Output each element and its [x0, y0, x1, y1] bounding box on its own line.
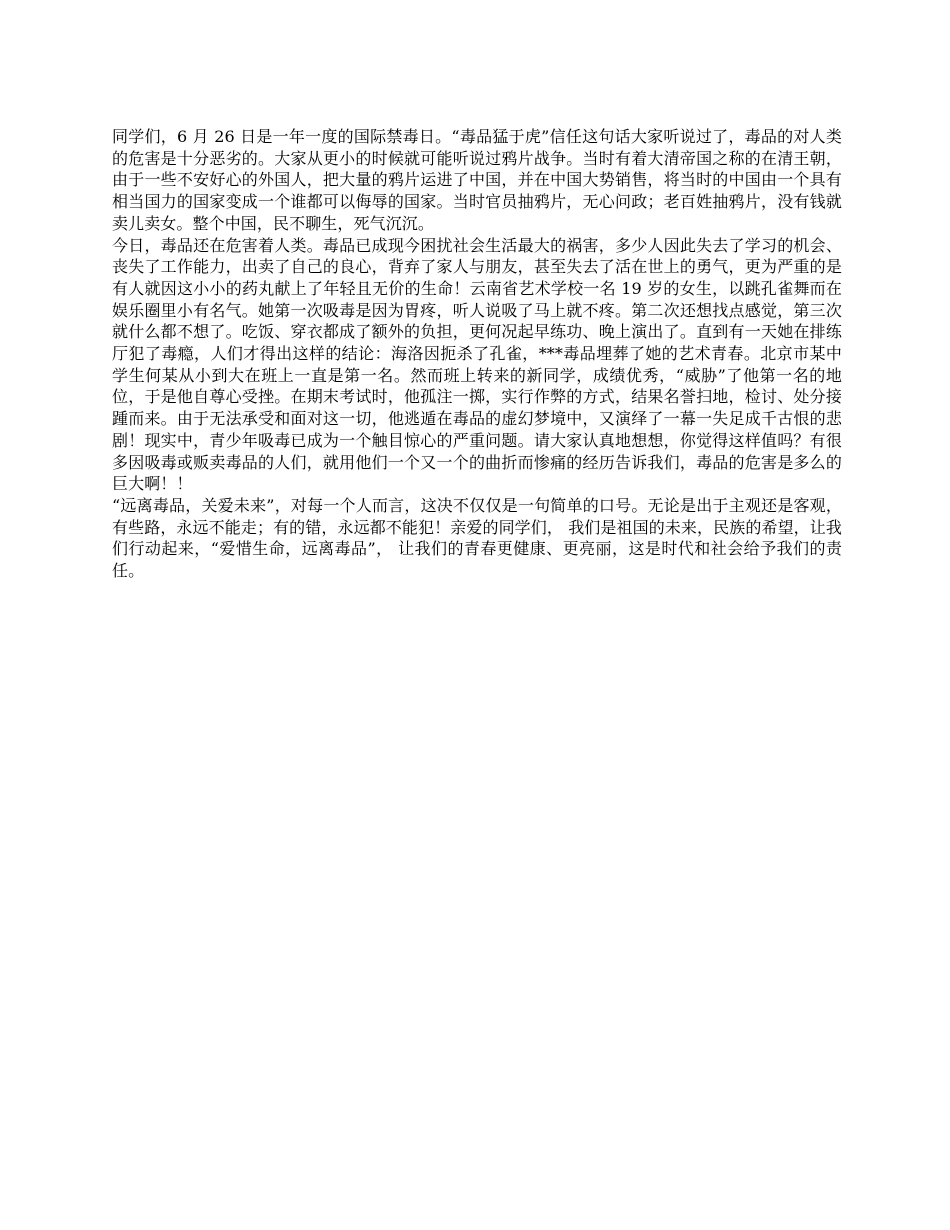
paragraph-drug-harm-cases: 今日，毒品还在危害着人类。毒品已成现今困扰社会生活最大的祸害，多少人因此失去了学习的机会、丧失了工作能力，出卖了自己的良心，背弃了家人与朋友，甚至失去了活在世上的勇气，更为严重的是有人就因这小小的药丸献上了年轻且无价的生命！云南省艺术学校一名 19 岁的女生，以跳孔雀舞而在娱乐圈里小有名气。她第一次吸毒是因为胃疼，听人说吸了马上就不疼。第二次还想找点感觉，第三次就什么都不想了。吃饭、穿衣都成了额外的负担，更何况起早练功、晚上演出了。直到有一天她在排练厅犯了毒瘾，人们才得出这样的结论：海洛因扼杀了孔雀，***毒品埋葬了她的艺术青春。北京市某中学生何某从小到大在班上一直是第一名。然而班上转来的新同学，成绩优秀，“威胁”了他第一名的地位，于是他自尊心受挫。在期末考试时，他孤注一掷，实行作弊的方式，结果名誉扫地，检讨、处分接踵而来。由于无法承受和面对这一切，他逃遁在毒品的虚幻梦境中，又演绎了一幕一失足成千古恨的悲剧！现实中，青少年吸毒已成为一个触目惊心的严重问题。请大家认真地想想，你觉得这样值吗？有很多因吸毒或贩卖毒品的人们，就用他们一个又一个的曲折而惨痛的经历告诉我们，毒品的危害是多么的巨大啊！！: [112, 235, 842, 494]
document-page: [112, 126, 842, 582]
paragraph-intro-opium-war: 同学们，6 月 26 日是一年一度的国际禁毒日。“毒品猛于虎”信任这句话大家听说过了，毒品的对人类的危害是十分恶劣的。大家从更小的时候就可能听说过鸦片战争。当时有着大清帝国之称的在清王朝，由于一些不安好心的外国人，把大量的鸦片运进了中国，并在中国大势销售，将当时的中国由一个具有相当国力的国家变成一个谁都可以侮辱的国家。当时官员抽鸦片，无心问政；老百姓抽鸦片，没有钱就卖儿卖女。整个中国，民不聊生，死气沉沉。: [112, 127, 842, 233]
paragraph-call-to-action: “远离毒品，关爱未来”，对每一个人而言，这决不仅仅是一句简单的口号。无论是出于主观还是客观，有些路，永远不能走；有的错，永远都不能犯！亲爱的同学们， 我们是祖国的未来，民族的希望，让我们行动起来，“爱惜生命，远离毒品”， 让我们的青春更健康、更亮丽，这是时代和社会给予我们的责任。: [112, 495, 842, 581]
